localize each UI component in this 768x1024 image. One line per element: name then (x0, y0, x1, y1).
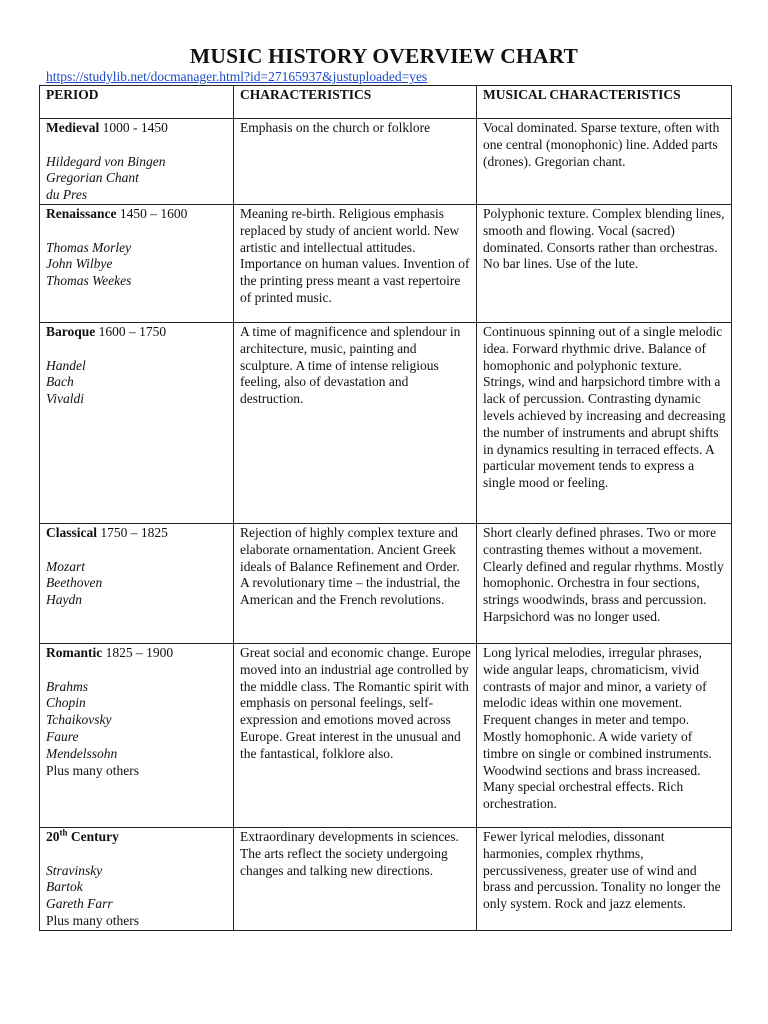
characteristics-cell: Extraordinary developments in sciences. The arts reflect the society undergoing changes and talking new directions. (234, 827, 477, 930)
period-cell (40, 204, 234, 322)
period-dates: 1450 – 1600 (116, 205, 188, 221)
period-cell (40, 119, 234, 205)
composer: Mozart (46, 558, 86, 574)
period-cell (40, 643, 234, 827)
composer: Mendelssohn (46, 745, 118, 761)
composer: Hildegard von Bingen (46, 153, 166, 169)
period-name: Classical (46, 524, 98, 540)
period-name-ordinal: th (59, 827, 68, 838)
characteristics-cell: Meaning re-birth. Religious emphasis replaced by study of ancient world. New artistic and intellectual attitudes. Importance on human values. Invention of the printing press meant a vast repertoire of printed music. (234, 204, 477, 322)
header-row (40, 86, 732, 119)
musical-characteristics-cell: Long lyrical melodies, irregular phrases, wide angular leaps, chromaticism, vivid contrasts of major and minor, a variety of melodic ideas within one movement. Frequent changes in meter and tempo. Mostly homophonic. A wide variety of timbre on single or combined instruments. Woodwind sections and brass increased. Many special orchestral effects. Rich orchestration. (477, 643, 732, 827)
period-dates: 1750 – 1825 (97, 524, 168, 540)
period-cell (40, 523, 234, 643)
musical-characteristics-cell: Vocal dominated. Sparse texture, often with one central (monophonic) line. Added parts (drones). Gregorian chant. (477, 119, 732, 205)
music-history-table (39, 85, 732, 931)
composer: Bartok (46, 879, 83, 895)
characteristics-cell: Rejection of highly complex texture and elaborate ornamentation. Ancient Greek ideals of Balance Refinement and Order. A revolutionary time – the industrial, the American and the French revolutions. (234, 523, 477, 643)
composer: Thomas Weekes (46, 273, 132, 289)
composer-note: Plus many others (46, 912, 139, 928)
composer: Vivaldi (46, 391, 84, 407)
composer: John Wilbye (46, 256, 113, 272)
musical-characteristics-cell: Short clearly defined phrases. Two or more contrasting themes without a movement. Clearly defined and regular rhythms. Mostly homophonic. Orchestra in four sections, strings woodwinds, brass and percussion. Harpsichord was no longer used. (477, 523, 732, 643)
composer: Handel (46, 357, 86, 373)
period-row-classical (40, 523, 732, 643)
composer: du Pres (46, 187, 88, 203)
composer-list (46, 679, 228, 780)
header-musical-characteristics: MUSICAL CHARACTERISTICS (477, 86, 732, 119)
composer-list (46, 559, 228, 609)
composer: Faure (46, 728, 79, 744)
period-name-suffix: Century (67, 828, 119, 844)
source-link[interactable]: https://studylib.net/docmanager.html?id=27165937&justuploaded=yes (46, 69, 428, 84)
period-dates: 1000 - 1450 (99, 120, 168, 135)
period-name (46, 829, 119, 844)
period-cell (40, 827, 234, 930)
composer-list (46, 154, 228, 204)
composer: Gregorian Chant (46, 170, 139, 186)
characteristics-cell: Great social and economic change. Europe moved into an industrial age controlled by the middle class. The Romantic spirit with emphasis on personal feelings, self-expression and emotions moved across Europe. Great interest in the unusual and the fantastical, folklore also. (234, 643, 477, 827)
period-name: Romantic (46, 644, 103, 660)
musical-characteristics-cell: Continuous spinning out of a single melodic idea. Forward rhythmic drive. Balance of homophonic and polyphonic texture. Strings, wind and harpsichord timbre with a lack of percussion. Contrasting dynamic levels achieved by increasing and decreasing the number of instruments and abrupt shifts in dynamics resulting in terraced effects. A particular movement tends to express a single mood or feeling. (477, 322, 732, 523)
composer: Gareth Farr (46, 896, 113, 912)
period-row-renaissance (40, 204, 732, 322)
composer-note: Plus many others (46, 762, 139, 778)
composer: Haydn (46, 592, 82, 608)
header-period: PERIOD (40, 86, 234, 119)
musical-characteristics-cell: Fewer lyrical melodies, dissonant harmonies, complex rhythms, percussiveness, greater use of wind and brass and percussion. Tonality no longer the only system. Rock and jazz elements. (477, 827, 732, 930)
header-characteristics: CHARACTERISTICS (234, 86, 477, 119)
period-name: Baroque (46, 323, 96, 339)
period-row-20th-century (40, 827, 732, 930)
characteristics-cell: Emphasis on the church or folklore (234, 119, 477, 205)
composer: Thomas Morley (46, 239, 132, 255)
characteristics-cell: A time of magnificence and splendour in architecture, music, painting and sculpture. A time of intense religious feeling, also of devastation and destruction. (234, 322, 477, 523)
period-name-number: 20 (46, 828, 60, 844)
document-title: MUSIC HISTORY OVERVIEW CHART (189, 44, 579, 68)
composer: Tchaikovsky (46, 712, 112, 728)
composer: Stravinsky (46, 862, 103, 878)
period-row-baroque (40, 322, 732, 523)
composer: Bach (46, 374, 74, 390)
period-dates: 1825 – 1900 (102, 644, 174, 660)
period-name: Medieval (46, 120, 100, 135)
period-row-romantic (40, 643, 732, 827)
period-name: Renaissance (46, 205, 117, 221)
composer: Brahms (46, 678, 89, 694)
period-dates: 1600 – 1750 (95, 323, 167, 339)
composer-list (46, 358, 228, 408)
composer: Chopin (46, 695, 86, 711)
period-row-medieval (40, 119, 732, 205)
period-cell (40, 322, 234, 523)
musical-characteristics-cell: Polyphonic texture. Complex blending lines, smooth and flowing. Vocal (sacred) dominated. Consorts rather than orchestras. No bar lines. Use of the lute. (477, 204, 732, 322)
composer: Beethoven (46, 575, 103, 591)
composer-list (46, 240, 228, 290)
composer-list (46, 863, 228, 930)
